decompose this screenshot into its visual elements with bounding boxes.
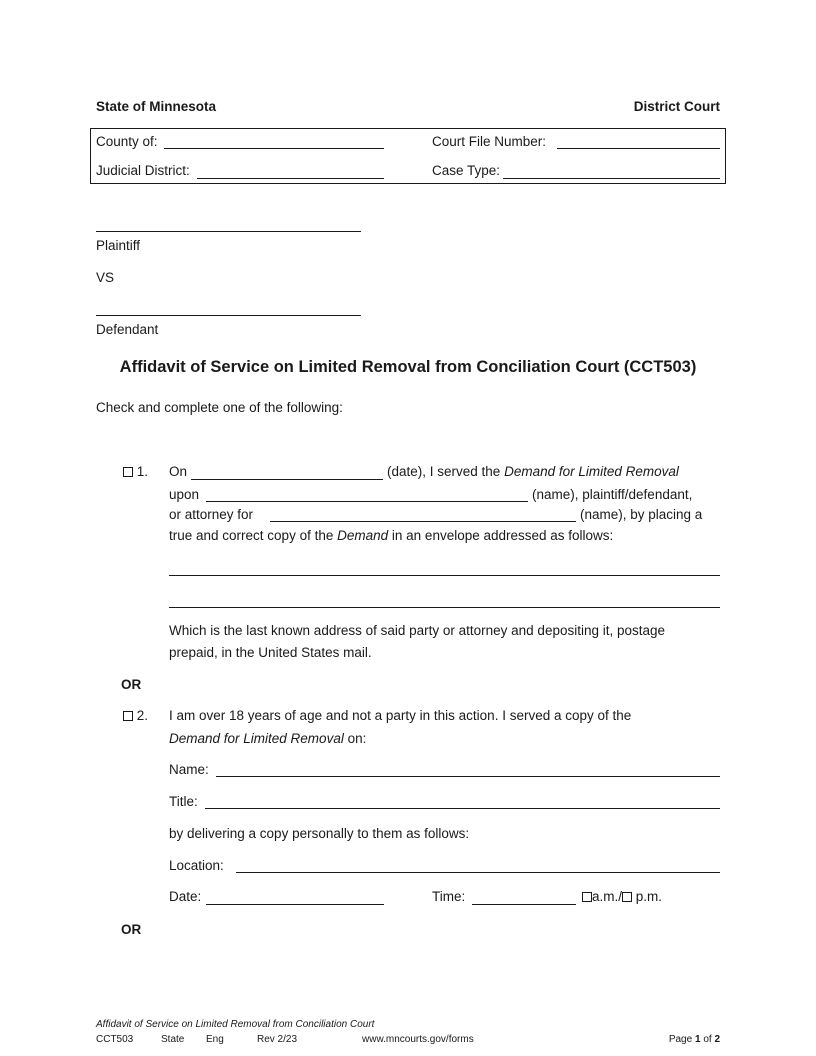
- county-label: County of:: [96, 134, 158, 149]
- judicial-district-field[interactable]: [197, 178, 384, 179]
- plaintiff-label: Plaintiff: [96, 238, 141, 253]
- option1-true-copy-a: true and correct copy of the: [169, 528, 334, 543]
- state-name: State of Minnesota: [96, 99, 217, 114]
- am-checkbox[interactable]: [582, 892, 592, 902]
- option2-demand-title: Demand for Limited Removal: [169, 731, 344, 746]
- option1-mail-line-2: prepaid, in the United States mail.: [169, 645, 372, 660]
- option2-line-2: [169, 731, 366, 746]
- pm-checkbox[interactable]: [622, 892, 632, 902]
- option2-delivering-text: by delivering a copy personally to them as follows:: [169, 826, 470, 841]
- option2-title-label: Title:: [169, 794, 198, 809]
- option2-number: 2.: [136, 708, 149, 723]
- option2-line-1: I am over 18 years of age and not a party in this action. I served a copy of the: [169, 708, 632, 723]
- option1-checkbox[interactable]: [123, 467, 133, 477]
- footer-page-number: [669, 1034, 720, 1045]
- option1-demand-title: Demand for Limited Removal: [504, 464, 679, 479]
- option1-attorney-name-field[interactable]: [270, 521, 576, 522]
- or-label-1: OR: [121, 677, 142, 692]
- option1-on: On: [169, 464, 188, 479]
- option2-time-label: Time:: [432, 889, 466, 904]
- defendant-label: Defendant: [96, 322, 159, 337]
- option2-location-field[interactable]: [236, 872, 720, 873]
- form-title: Affidavit of Service on Limited Removal from Conciliation Court (CCT503): [119, 358, 697, 376]
- option2-name-field[interactable]: [216, 776, 720, 777]
- option1-number: 1.: [136, 464, 149, 479]
- option1-date-field[interactable]: [191, 479, 383, 480]
- option2-title-field[interactable]: [205, 808, 720, 809]
- option1-name-placing: (name), by placing a: [580, 507, 703, 522]
- option1-date-served-text: [387, 464, 679, 479]
- page-current: 1: [694, 1034, 701, 1045]
- plaintiff-field[interactable]: [96, 231, 361, 232]
- footer-lang: Eng: [206, 1034, 224, 1045]
- case-type-field[interactable]: [503, 178, 720, 179]
- page-total: 2: [714, 1034, 720, 1045]
- option1-name-plaintiff: (name), plaintiff/defendant,: [532, 487, 693, 502]
- footer-code: CCT503: [96, 1034, 134, 1045]
- footer-form-title: Affidavit of Service on Limited Removal from Conciliation Court: [96, 1019, 375, 1030]
- defendant-field[interactable]: [96, 315, 361, 316]
- option2-date-label: Date:: [169, 889, 202, 904]
- option1-address-line-2[interactable]: [169, 607, 720, 608]
- option1-address-line-1[interactable]: [169, 575, 720, 576]
- option2-ampm: [582, 889, 662, 904]
- option1-mail-line-1: Which is the last known address of said party or attorney and depositing it, postage: [169, 623, 666, 638]
- option2-marker: [123, 708, 148, 723]
- judicial-district-label: Judicial District:: [96, 163, 190, 178]
- option1-upon-name-field[interactable]: [206, 501, 528, 502]
- option1-or-attorney-for: or attorney for: [169, 507, 254, 522]
- option2-on: on:: [347, 731, 367, 746]
- option1-true-copy-text: [169, 528, 613, 543]
- footer-url[interactable]: www.mncourts.gov/forms: [362, 1034, 474, 1045]
- vs-label: VS: [96, 270, 115, 285]
- option1-marker: [123, 464, 148, 479]
- option1-true-copy-b: in an envelope addressed as follows:: [391, 528, 614, 543]
- option2-time-field[interactable]: [472, 904, 576, 905]
- or-label-2: OR: [121, 922, 142, 937]
- court-file-number-label: Court File Number:: [432, 134, 547, 149]
- court-name: District Court: [633, 99, 720, 114]
- footer-rev: Rev 2/23: [257, 1034, 298, 1045]
- option2-date-field[interactable]: [206, 904, 384, 905]
- option1-demand-word: Demand: [337, 528, 389, 543]
- case-type-label: Case Type:: [432, 163, 501, 178]
- instruction-text: Check and complete one of the following:: [96, 400, 343, 415]
- option2-name-label: Name:: [169, 762, 209, 777]
- footer-state: State: [161, 1034, 185, 1045]
- option2-checkbox[interactable]: [123, 711, 133, 721]
- court-file-number-field[interactable]: [557, 148, 720, 149]
- option2-location-label: Location:: [169, 858, 224, 873]
- county-field[interactable]: [164, 148, 384, 149]
- page-of: of: [703, 1034, 712, 1045]
- option1-upon: upon: [169, 487, 200, 502]
- page-prefix: Page: [668, 1034, 693, 1045]
- option1-date-served: (date), I served the: [387, 464, 501, 479]
- pm-label: p.m.: [635, 889, 663, 904]
- am-label: a.m./: [592, 889, 623, 904]
